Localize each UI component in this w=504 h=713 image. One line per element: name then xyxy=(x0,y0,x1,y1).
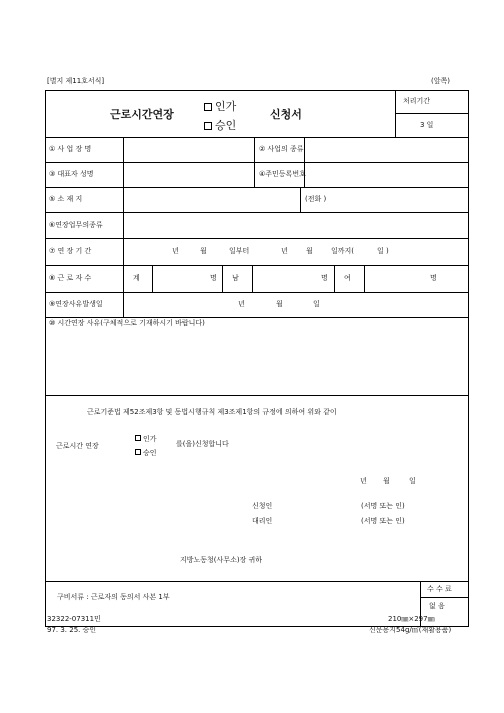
representative-name-label: ③ 대표자 성명 xyxy=(49,170,94,178)
declaration-prefix: 근로시간 연장 xyxy=(56,442,99,450)
legal-statement: 근로기준법 제52조제3항 및 동법시행규칙 제3조제1항의 규정에 의하여 위와 같이 xyxy=(87,408,337,416)
period-year2: 년 xyxy=(281,247,288,255)
title-option-approval: 인가 xyxy=(204,101,236,112)
paper-size: 210㎜×297㎜ xyxy=(388,615,435,623)
period-year: 년 xyxy=(172,247,179,255)
address-label: ⑤ 소 재 지 xyxy=(49,195,83,203)
checkbox-icon xyxy=(204,103,212,111)
period-label: ⑦ 연 장 기 간 xyxy=(49,247,92,255)
declaration-option-permit: 승인 xyxy=(135,449,157,457)
agent-signature[interactable]: (서명 또는 인) xyxy=(361,517,405,525)
checkbox-icon xyxy=(204,122,212,130)
period-month2: 월 xyxy=(306,247,313,255)
worker-male-unit: 명 xyxy=(321,274,328,282)
business-name-label: ① 사 업 장 명 xyxy=(49,145,92,153)
form-frame xyxy=(45,90,469,627)
form-code: 32322-07311민 xyxy=(47,615,101,623)
business-type-label: ② 사업의 종류 xyxy=(259,145,304,153)
worker-total-unit: 명 xyxy=(210,274,217,282)
paper-type: 신문용지54g/㎡(재활용품) xyxy=(369,626,452,634)
addressee: 지방노동청(사무소)장 귀하 xyxy=(180,556,263,564)
worker-male-label: 남 xyxy=(232,274,239,282)
resident-number-label: ④주민등록번호 xyxy=(259,170,306,178)
processing-period-label: 처리기간 xyxy=(403,97,431,105)
processing-period-value: 3 일 xyxy=(420,121,434,129)
worker-total-label: 계 xyxy=(133,274,140,282)
period-from: 일부터 xyxy=(229,247,250,255)
extension-reason-label: ⑩ 시간연장 사유(구체적으로 기재하시기 바랍니다) xyxy=(49,319,205,327)
occurrence-month: 월 xyxy=(276,300,283,308)
occurrence-day: 일 xyxy=(313,300,320,308)
declaration-suffix: 를(을)신청합니다 xyxy=(176,440,229,448)
required-documents: 구비서류 : 근로자의 동의서 사본 1부 xyxy=(57,593,170,601)
checkbox-icon xyxy=(135,449,141,455)
fee-value: 없 음 xyxy=(429,602,445,610)
occurrence-year: 년 xyxy=(238,300,245,308)
declaration-option-approval: 인가 xyxy=(135,435,157,443)
worker-count-label: ⑧ 근 로 자 수 xyxy=(49,274,92,282)
side-indicator: (앞쪽) xyxy=(431,77,450,85)
form-title-prefix: 근로시간연장 xyxy=(110,108,174,121)
approval-date: 97. 3. 25. 승인 xyxy=(47,626,97,634)
fee-label: 수 수 료 xyxy=(427,585,452,593)
period-month: 월 xyxy=(200,247,207,255)
form-number: [별지 제11호서식] xyxy=(47,77,105,85)
agent-label: 대리인 xyxy=(252,517,273,525)
sign-year: 년 xyxy=(360,477,367,485)
worker-female-label: 여 xyxy=(344,274,351,282)
worker-female-unit: 명 xyxy=(430,274,437,282)
form-title-suffix: 신청서 xyxy=(270,108,302,121)
period-until: 일까지( xyxy=(331,247,355,255)
applicant-label: 신청인 xyxy=(252,502,273,510)
title-option-permit: 승인 xyxy=(204,120,236,131)
sign-day: 일 xyxy=(409,477,416,485)
checkbox-icon xyxy=(135,435,141,441)
work-type-label: ⑥연장업무의종류 xyxy=(49,221,103,229)
period-days: 일 ) xyxy=(377,247,389,255)
occurrence-date-label: ⑨연장사유발생일 xyxy=(49,300,103,308)
applicant-signature[interactable]: (서명 또는 인) xyxy=(361,502,405,510)
phone-field[interactable]: (전화 ) xyxy=(305,195,327,203)
sign-month: 월 xyxy=(383,477,390,485)
